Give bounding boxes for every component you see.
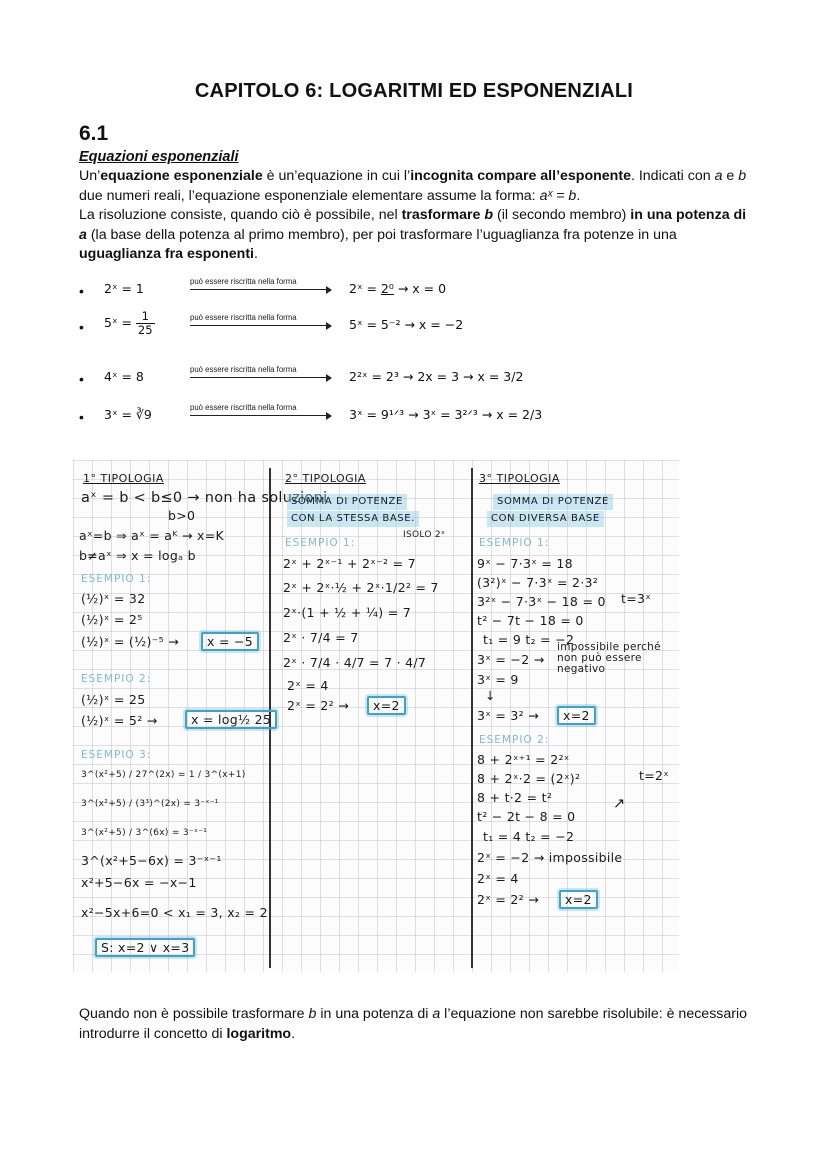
col1-answer-box: x = log½ 25	[185, 710, 277, 729]
col1-example-label: ESEMPIO 3:	[81, 749, 152, 761]
equation-rhs: 5ˣ = 5⁻² → x = −2	[349, 317, 464, 332]
arrow-right-icon	[190, 377, 328, 378]
col1-example-label: ESEMPIO 2:	[81, 673, 152, 685]
col1-line: (½)ˣ = (½)⁻⁵ →	[81, 634, 179, 649]
col3-line: 2ˣ = 2² →	[477, 892, 540, 907]
col1-line: (½)ˣ = 32	[81, 591, 146, 606]
intro-text	[79, 167, 749, 265]
intro-paragraph-1: Un’equazione esponenziale è un’equazione in cui l’incognita compare all’esponente. Indicati con a e b due numeri reali, l’equazione esponenziale elementare assume la forma: aˣ = b.	[79, 168, 747, 204]
footer-paragraph: Quando non è possibile trasformare b in una potenza di a l’equazione non sarebbe risolubile: è necessario introdurre il concetto di logaritmo.	[79, 1006, 748, 1042]
col2-line: 2ˣ · 7/4 · 4/7 = 7 · 4/7	[283, 655, 427, 670]
col3-line: 8 + 2ˣ⁺¹ = 2²ˣ	[477, 752, 570, 767]
arrow-label: può essere riscritta nella forma	[190, 277, 297, 286]
col3-subheading: SOMMA DI POTENZE	[493, 494, 613, 510]
equation-item	[79, 309, 679, 343]
col1-line: (½)ˣ = 25	[81, 692, 146, 707]
bullet: •	[79, 409, 84, 425]
col3-line: 3ˣ = 9	[477, 672, 519, 687]
arrow-label: può essere riscritta nella forma	[190, 403, 297, 412]
col3-line: 2ˣ = 4	[477, 871, 519, 886]
equation-rhs: 2ˣ = 2⁰ → x = 0	[349, 281, 447, 296]
col3-substitution: t=3ˣ	[621, 591, 652, 606]
col1-line: 3^(x²+5) / (3³)^(2x) = 3⁻ˣ⁻¹	[81, 799, 219, 809]
col3-line: t² − 2t − 8 = 0	[477, 809, 576, 824]
col3-note: impossibile perché non può essere negativo	[557, 641, 661, 675]
handwritten-notes	[73, 460, 679, 972]
arrow-right-icon	[190, 325, 328, 326]
equation-lhs: 4ˣ = 8	[104, 369, 144, 384]
col3-line: (3²)ˣ − 7·3ˣ = 2·3²	[477, 575, 599, 590]
footer-text	[79, 1005, 759, 1044]
col1-line: 3^(x²+5) / 27^(2x) = 1 / 3^(x+1)	[81, 770, 246, 780]
equation-item	[79, 365, 679, 395]
col1-line: x²+5−6x = −x−1	[81, 875, 197, 890]
section-number: 6.1	[79, 122, 109, 145]
col3-line: t² − 7t − 18 = 0	[477, 613, 584, 628]
col3-line: 3²ˣ − 7·3ˣ − 18 = 0	[477, 594, 606, 609]
col2-line: 2ˣ + 2ˣ⁻¹ + 2ˣ⁻² = 7	[283, 556, 416, 571]
col1-answer-box: S: x=2 ∨ x=3	[95, 938, 195, 957]
equation-rhs: 2²ˣ = 2³ → 2x = 3 → x = 3/2	[349, 369, 524, 384]
col1-answer-box: x = −5	[201, 632, 259, 651]
col3-line: 2ˣ = −2 → impossibile	[477, 850, 623, 865]
equation-item	[79, 277, 679, 307]
col3-subheading: CON DIVERSA BASE	[487, 511, 604, 527]
equation-lhs: 2ˣ = 1	[104, 281, 144, 296]
col2-line: 2ˣ = 2² →	[287, 698, 350, 713]
col3-line: t₁ = 4 t₂ = −2	[483, 829, 575, 844]
col2-example-label: ESEMPIO 1:	[285, 537, 356, 549]
bullet: •	[79, 283, 84, 299]
arrow-label: può essere riscritta nella forma	[190, 313, 297, 322]
col3-line: 3ˣ = −2 →	[477, 652, 545, 667]
col3-heading: 3° TIPOLOGIA	[479, 472, 560, 485]
equation-lhs: 5ˣ = $\frac{1}{25}$	[104, 309, 153, 337]
col2-line: 2ˣ = 4	[287, 678, 329, 693]
col2-line: 2ˣ·(1 + ½ + ¼) = 7	[283, 605, 412, 620]
col1-line: 3^(x²+5) / 3^(6x) = 3⁻ˣ⁻¹	[81, 828, 208, 838]
col3-answer-box: x=2	[557, 706, 596, 725]
col3-line: 3ˣ = 3² →	[477, 708, 540, 723]
col2-subheading: CON LA STESSA BASE.	[287, 511, 419, 527]
arrow-right-icon	[190, 289, 328, 290]
col2-note: ISOLO 2ˣ	[403, 530, 446, 540]
bullet: •	[79, 371, 84, 387]
col1-example-label: ESEMPIO 1:	[81, 573, 152, 585]
col2-line: 2ˣ · 7/4 = 7	[283, 630, 359, 645]
col1-heading: 1° TIPOLOGIA	[83, 472, 164, 485]
arrow-right-icon	[190, 415, 328, 416]
col1-line: x²−5x+6=0 < x₁ = 3, x₂ = 2	[81, 905, 268, 920]
col2-answer-box: x=2	[367, 696, 406, 715]
intro-paragraph-2: La risoluzione consiste, quando ciò è possibile, nel trasformare b (il secondo membro) in una potenza di a (la base della potenza al primo membro), per poi trasformare l’uguaglianza fra potenze in una uguaglianza fra esponenti.	[79, 207, 747, 262]
col3-substitution: t=2ˣ	[639, 768, 670, 783]
chapter-title: CAPITOLO 6: LOGARITMI ED ESPONENZIALI	[194, 80, 634, 102]
col2-subheading: SOMMA DI POTENZE	[287, 494, 407, 510]
col1-line: 3^(x²+5−6x) = 3⁻ˣ⁻¹	[81, 853, 222, 868]
col1-line: aˣ = b < b≤0 → non ha soluzioni	[81, 490, 328, 506]
arrow-up-right-icon: ↗	[613, 796, 626, 812]
col2-line: 2ˣ + 2ˣ·½ + 2ˣ·1/2² = 7	[283, 580, 439, 595]
col2-heading: 2° TIPOLOGIA	[285, 472, 366, 485]
equation-item	[79, 403, 679, 433]
equation-lhs: 3ˣ = ∛9	[104, 407, 152, 422]
col3-line: ↓	[485, 688, 496, 703]
arrow-label: può essere riscritta nella forma	[190, 365, 297, 374]
col3-line: 8 + t·2 = t²	[477, 790, 553, 805]
col1-line: (½)ˣ = 2⁵	[81, 612, 143, 627]
col1-line: b>0	[168, 508, 196, 523]
col3-line: 8 + 2ˣ·2 = (2ˣ)²	[477, 771, 581, 786]
col3-line: t₁ = 9 t₂ = −2	[483, 632, 575, 647]
column-divider	[471, 468, 473, 968]
col3-example-label: ESEMPIO 1:	[479, 537, 550, 549]
col1-line: b≠aˣ ⇒ x = logₐ b	[79, 548, 196, 563]
col3-answer-box: x=2	[559, 890, 598, 909]
equation-rhs: 3ˣ = 9¹ᐟ³ → 3ˣ = 3²ᐟ³ → x = 2/3	[349, 407, 543, 422]
bullet: •	[79, 319, 84, 335]
col3-line: 9ˣ − 7·3ˣ = 18	[477, 556, 573, 571]
col3-example-label: ESEMPIO 2:	[479, 734, 550, 746]
section-subtitle: Equazioni esponenziali	[79, 149, 239, 165]
col1-line: aˣ=b ⇒ aˣ = aᴷ → x=K	[79, 528, 224, 543]
col1-line: (½)ˣ = 5² →	[81, 713, 158, 728]
